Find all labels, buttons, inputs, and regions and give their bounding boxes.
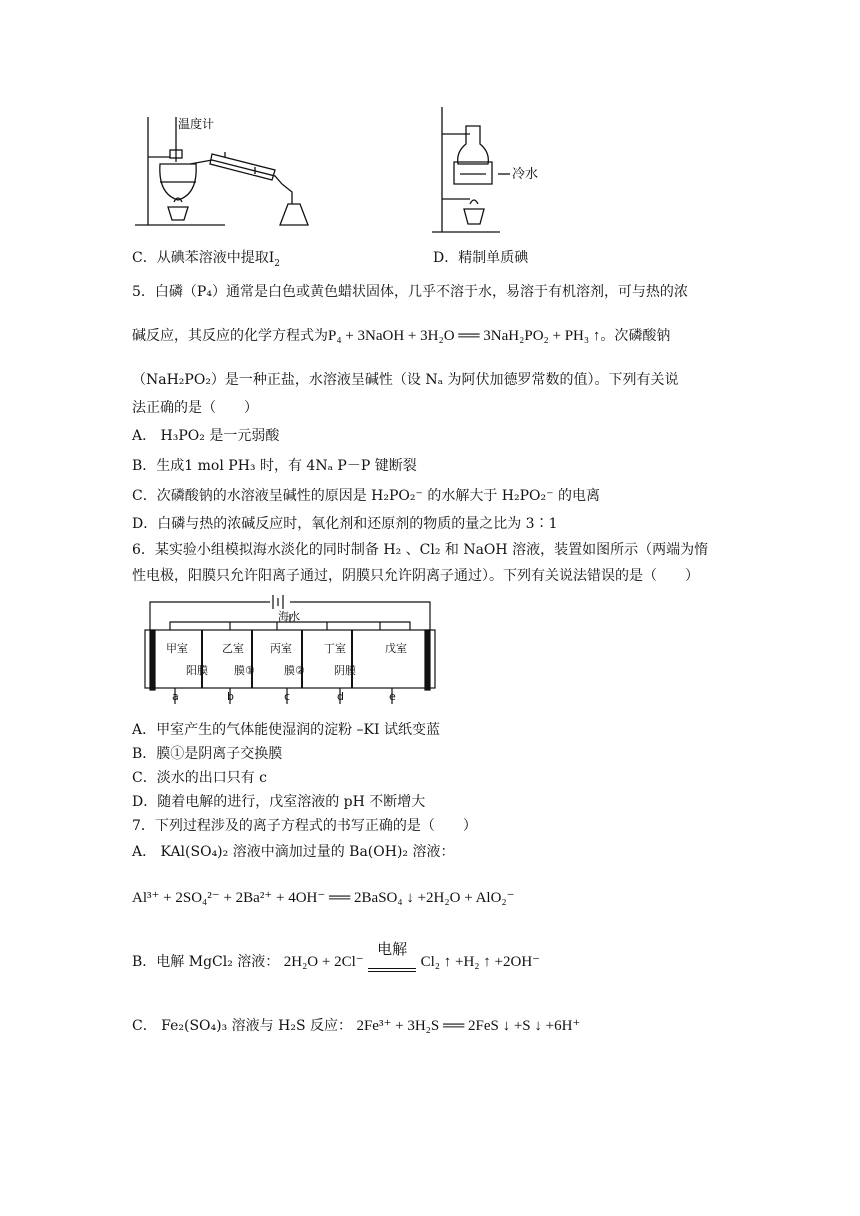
- membrane-cation-label: 阳膜: [186, 664, 208, 677]
- q7-option-b: B．电解 MgCl₂ 溶液： 2H₂O + 2Cl⁻ 电解 Cl₂ ↑ +H₂ ↑ +2OH⁻: [132, 940, 541, 970]
- q5-option-b: B．生成1 mol PH₃ 时，有 4Nₐ P－P 键断裂: [132, 458, 417, 474]
- room-ding-label: 丁室: [324, 642, 346, 655]
- q7-option-b-eq-left: 2H₂O + 2Cl⁻: [283, 954, 364, 970]
- electrodialysis-diagram: [130, 592, 450, 717]
- q5-stem-line4: 法正确的是（ ）: [132, 400, 258, 416]
- q6-option-a: A．甲室产生的气体能使湿润的淀粉 –KI 试纸变蓝: [132, 722, 440, 738]
- distillation-apparatus-figure: [130, 112, 330, 237]
- outlet-d-label: d: [337, 690, 344, 703]
- q7-option-a-intro: A． KAl(SO₄)₂ 溶液中滴加过量的 Ba(OH)₂ 溶液：: [132, 844, 455, 860]
- sublimation-apparatus-figure: [430, 104, 560, 239]
- room-bing-label: 丙室: [270, 642, 292, 655]
- outlet-c-label: c: [284, 690, 291, 703]
- q5-option-d: D．白磷与热的浓碱反应时，氧化剂和还原剂的物质的量之比为 3∶1: [132, 516, 558, 532]
- q5-stem-line1: 5．白磷（P₄）通常是白色或黄色蜡状固体，几乎不溶于水，易溶于有机溶剂，可与热的浓: [132, 284, 688, 300]
- membrane-anion-label: 阴膜: [334, 664, 356, 677]
- thermometer-label: 温度计: [178, 117, 215, 131]
- q6-option-b: B．膜①是阴离子交换膜: [132, 746, 283, 762]
- membrane-2-label: 膜②: [284, 664, 305, 677]
- membrane-1-label: 膜①: [234, 664, 255, 677]
- q7-option-c-equation: 2Fe³⁺ + 3H₂S ══ 2FeS ↓ +S ↓ +6H⁺: [356, 1018, 581, 1034]
- q5-stem-line3: （NaH₂PO₂）是一种正盐，水溶液呈碱性（设 Nₐ 为阿伏加德罗常数的值）。下列有关说: [132, 372, 679, 388]
- outlet-e-label: e: [389, 690, 396, 703]
- q5-stem-line2: 碱反应，其反应的化学方程式为P₄ + 3NaOH + 3H₂O ══ 3NaH₂PO₂ + PH₃ ↑。次磷酸钠: [132, 328, 671, 344]
- electrolysis-condition: 电解: [377, 940, 408, 958]
- q7-option-a-equation: Al³⁺ + 2SO₄²⁻ + 2Ba²⁺ + 4OH⁻ ══ 2BaSO₄ ↓ +2H₂O + AlO₂⁻: [132, 890, 515, 906]
- q6-option-c: C．淡水的出口只有 c: [132, 770, 268, 786]
- q6-option-d: D．随着电解的进行，戊室溶液的 pH 不断增大: [132, 794, 426, 810]
- room-wu-label: 戊室: [385, 642, 407, 655]
- cold-water-label: 冷水: [512, 167, 539, 182]
- q7-stem: 7．下列过程涉及的离子方程式的书写正确的是（ ）: [132, 818, 477, 834]
- q5-reaction-equation: P₄ + 3NaOH + 3H₂O ══ 3NaH₂PO₂ + PH₃ ↑: [328, 328, 601, 344]
- outlet-a-label: a: [172, 690, 179, 703]
- q5-option-c: C．次磷酸钠的水溶液呈碱性的原因是 H₂PO₂⁻ 的水解大于 H₂PO₂⁻ 的电离: [132, 488, 600, 504]
- q6-stem-line1: 6．某实验小组模拟海水淡化的同时制备 H₂ 、Cl₂ 和 NaOH 溶液，装置如图所示（两端为惰: [132, 542, 709, 558]
- room-yi-label: 乙室: [222, 642, 244, 655]
- figure-c-caption: C．从碘苯溶液中提取$I_2$: [132, 250, 280, 269]
- seawater-label: 海水: [278, 610, 300, 623]
- q6-stem-line2: 性电极，阳膜只允许阳离子通过，阴膜只允许阴离子通过）。下列有关说法错误的是（ ）: [132, 568, 699, 584]
- figure-d-caption: D．精制单质碘: [433, 250, 529, 266]
- outlet-b-label: b: [227, 690, 234, 703]
- q5-option-a: A． H₃PO₂ 是一元弱酸: [132, 428, 280, 444]
- q7-option-b-eq-right: Cl₂ ↑ +H₂ ↑ +2OH⁻: [420, 954, 541, 970]
- room-jia-label: 甲室: [166, 642, 188, 655]
- q7-option-c: C． Fe₂(SO₄)₃ 溶液与 H₂S 反应： 2Fe³⁺ + 3H₂S ══ 2FeS ↓ +S ↓ +6H⁺: [132, 1018, 581, 1034]
